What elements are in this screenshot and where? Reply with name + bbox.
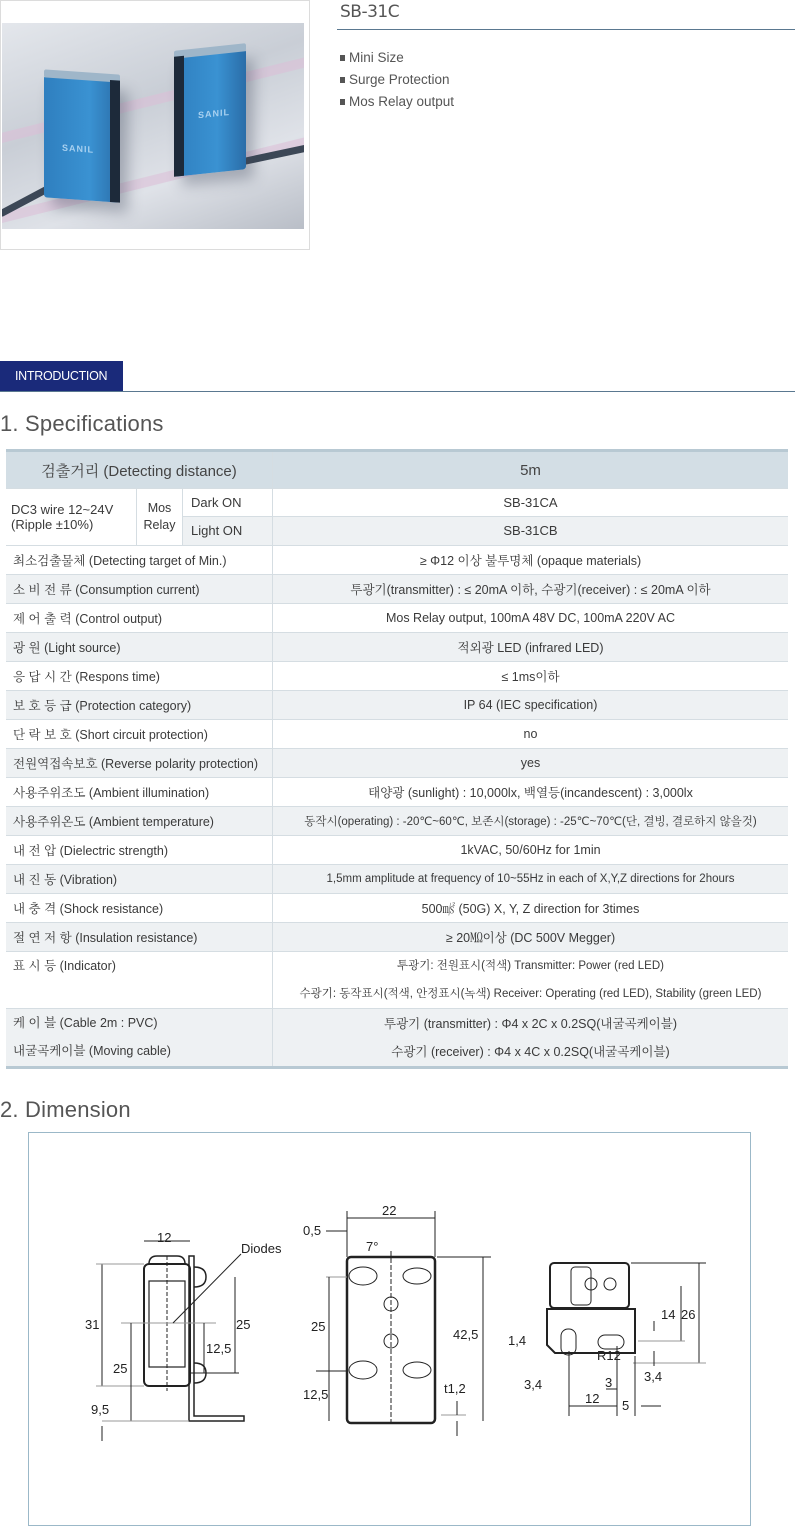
svg-text:31: 31 [85,1317,100,1332]
table-row: 표 시 등 (Indicator) 투광기: 전원표시(적색) Transmitter: Power (red LED) 수광기: 동작표시(적색, 안정표시(녹색) Receiver: Operating (red LED), Stability (green LED) [6,952,788,1009]
svg-text:25: 25 [311,1319,326,1334]
table-row: 내 진 동 (Vibration) 1,5mm amplitude at frequency of 10~55Hz in each of X,Y,Z directions for 2hours [6,865,788,894]
svg-text:1,4: 1,4 [508,1333,527,1348]
title-divider [337,29,795,30]
mode-cell: Dark ON Light ON [183,489,273,545]
table-row: 사용주위온도 (Ambient temperature) 동작시(operating) : -20℃~60℃, 보존시(storage) : -25℃~70℃(단, 결빙, 결로하지 않을것) [6,807,788,836]
table-row: 전원역접속보호 (Reverse polarity protection) yes [6,749,788,778]
table-row: 사용주위조도 (Ambient illumination) 태양광 (sunlight) : 10,000lx, 백열등(incandescent) : 3,000lx [6,778,788,807]
table-row: 보 호 등 급 (Protection category) IP 64 (IEC specification) [6,691,788,720]
product-photo [2,23,304,229]
product-title: SB-31C [340,2,400,22]
svg-text:25: 25 [113,1361,128,1376]
tab-divider [0,391,795,392]
svg-text:25: 25 [236,1317,251,1332]
svg-text:3: 3 [605,1375,613,1390]
supply-cell: DC3 wire 12~24V (Ripple ±10%) [6,489,137,545]
bullet-square-icon [340,99,345,105]
svg-text:26: 26 [681,1307,696,1322]
spec-table [6,449,788,1069]
table-row: 응 답 시 간 (Respons time) ≤ 1ms이하 [6,662,788,691]
feature-item: Mos Relay output [340,91,454,113]
dimension-heading: 2. Dimension [0,1097,131,1122]
feature-list [340,47,454,113]
table-row: 내 전 압 (Dielectric strength) 1kVAC, 50/60Hz for 1min [6,836,788,865]
svg-text:14: 14 [661,1307,676,1322]
table-header-row [6,452,788,489]
svg-text:t1,2: t1,2 [444,1381,466,1396]
table-row: 케 이 블 (Cable 2m : PVC) 내굴곡케이블 (Moving cable) 투광기 (transmitter) : Φ4 x 2C x 0.2SQ(내굴곡케이블) 수광기 (receiver) : Φ4 x 4C x 0.2SQ(내굴곡케이블) [6,1009,788,1066]
header-value: 5m [520,461,541,479]
svg-text:12: 12 [157,1230,172,1245]
svg-text:7°: 7° [366,1239,379,1254]
brand-label: SANIL [62,142,94,155]
svg-text:9,5: 9,5 [91,1402,110,1417]
dimension-diagram-svg [29,1133,752,1527]
svg-text:R12: R12 [597,1348,621,1363]
svg-text:0,5: 0,5 [303,1223,322,1238]
table-row: 절 연 저 항 (Insulation resistance) ≥ 20㏁이상 (DC 500V Megger) [6,923,788,952]
svg-text:12: 12 [585,1391,600,1406]
svg-text:3,4: 3,4 [644,1369,663,1384]
table-row: 최소검출물체 (Detecting target of Min.) ≥ Φ12 이상 불투명체 (opaque materials) [6,546,788,575]
svg-text:12,5: 12,5 [303,1387,329,1402]
table-row: 제 어 출 력 (Control output) Mos Relay output, 100mA 48V DC, 100mA 220V AC [6,604,788,633]
model-row [6,489,788,546]
feature-item: Surge Protection [340,69,454,91]
product-image [0,0,310,250]
dimension-drawing [28,1132,751,1526]
svg-text:Diodes: Diodes [241,1241,282,1256]
table-row: 단 락 보 호 (Short circuit protection) no [6,720,788,749]
output-type-cell: Mos Relay [137,489,183,545]
table-row: 광 원 (Light source) 적외광 LED (infrared LED) [6,633,788,662]
specifications-heading: 1. Specifications [0,411,164,436]
header-label: 검출거리 (Detecting distance) [6,452,273,488]
svg-text:22: 22 [382,1203,397,1218]
brand-label: SANIL [198,106,230,121]
svg-text:42,5: 42,5 [453,1327,479,1342]
bullet-square-icon [340,55,345,61]
bullet-square-icon [340,77,345,83]
table-row: 내 충 격 (Shock resistance) 500㎨ (50G) X, Y, Z direction for 3times [6,894,788,923]
feature-item: Mini Size [340,47,454,69]
table-row: 소 비 전 류 (Consumption current) 투광기(transmitter) : ≤ 20mA 이하, 수광기(receiver) : ≤ 20mA 이하 [6,575,788,604]
svg-text:5: 5 [622,1398,630,1413]
model-cell: SB-31CA SB-31CB [273,489,788,545]
svg-text:3,4: 3,4 [524,1377,543,1392]
svg-text:12,5: 12,5 [206,1341,232,1356]
tab-introduction[interactable]: INTRODUCTION [0,361,123,392]
